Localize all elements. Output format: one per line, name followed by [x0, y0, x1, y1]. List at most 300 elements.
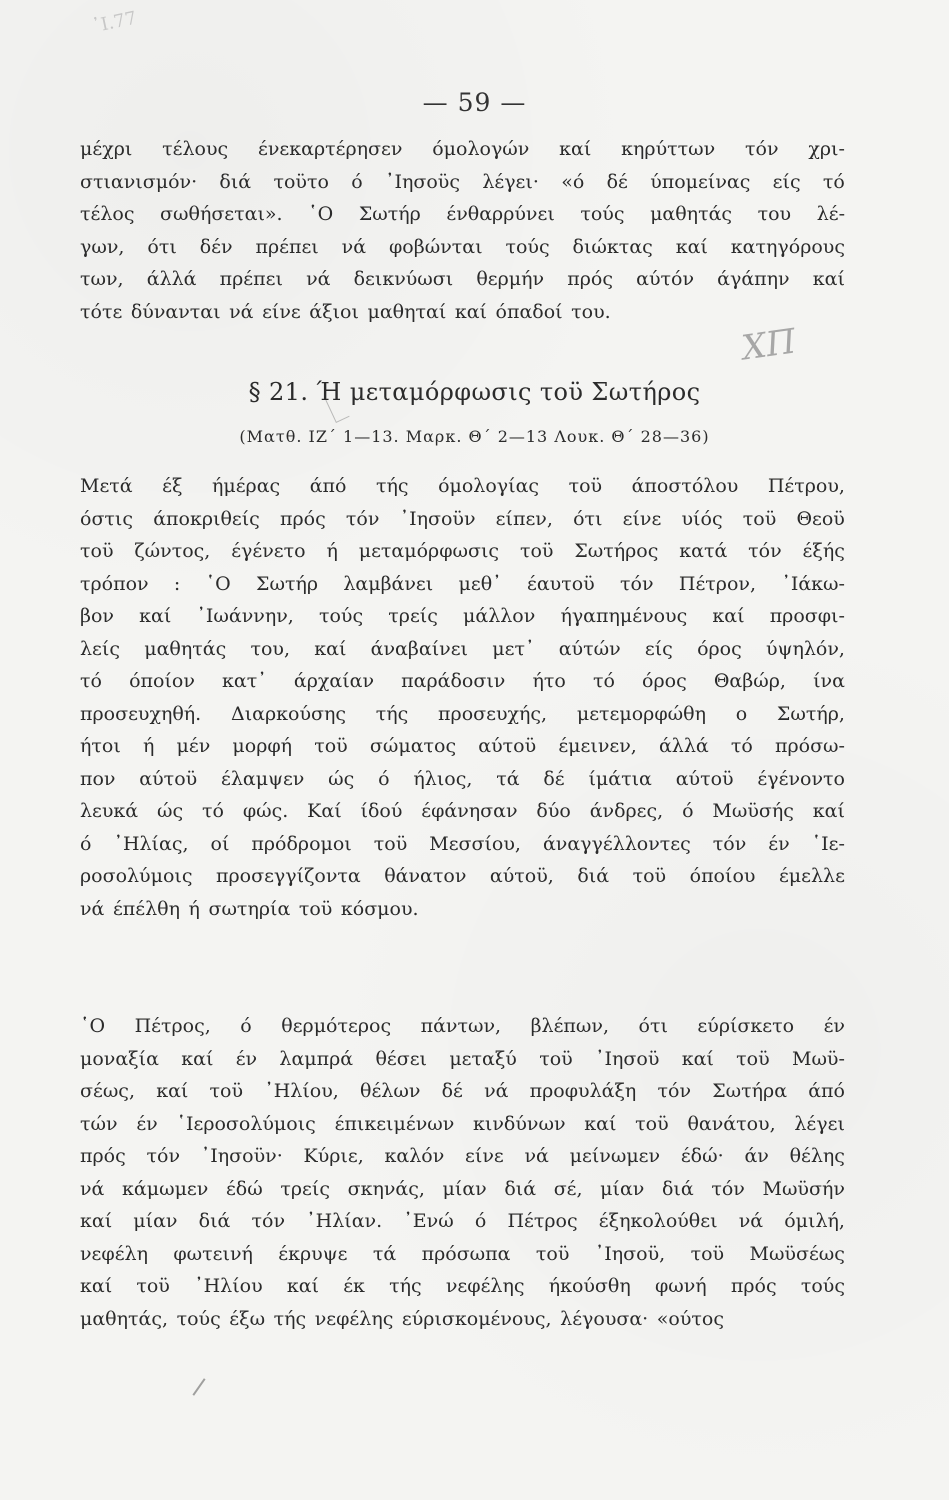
text-word: μορφή	[232, 735, 293, 757]
text-word: υίός	[681, 507, 723, 530]
text-word: μείνωμεν	[569, 1145, 661, 1167]
text-word: κόσμου.	[340, 897, 419, 920]
text-word: Πέτρου,	[767, 475, 845, 497]
text-word: ήμέρας	[211, 475, 281, 497]
transfiguration-line-5	[80, 600, 845, 633]
text-word: τής	[376, 475, 409, 497]
text-word: Μωϋσής	[712, 800, 794, 822]
text-word: ώς	[328, 767, 355, 790]
text-word: μαθητάς,	[80, 1307, 169, 1330]
text-word: :	[173, 572, 181, 595]
text-word: άποστόλου	[631, 475, 739, 497]
text-word: λευκά	[80, 800, 139, 822]
text-word: τούς	[505, 235, 550, 258]
text-word: Πέτρος	[507, 1210, 578, 1232]
text-word: λείς	[80, 637, 120, 660]
text-word: κινδύνων	[473, 1112, 566, 1135]
text-word: τοϋ	[736, 1047, 770, 1070]
text-word: μίαν	[600, 1177, 645, 1200]
transfiguration-line-2	[80, 503, 845, 536]
opening-line-6	[80, 296, 845, 329]
transfiguration-line-1	[80, 470, 845, 503]
text-word: έπικειμένων	[334, 1112, 455, 1135]
text-word: μαθητάς	[650, 203, 733, 225]
opening-line-4	[80, 231, 845, 264]
text-word: έκ	[343, 1275, 365, 1297]
text-word: ήγαπημένους	[560, 605, 688, 627]
transfiguration-line-4	[80, 568, 845, 601]
peter-line-10	[80, 1303, 845, 1336]
text-word: καί	[675, 235, 708, 258]
text-word: τό	[730, 735, 753, 757]
text-word: σωτηρία	[208, 897, 291, 920]
text-word: πρός	[279, 507, 326, 530]
text-word: μετ᾽	[492, 637, 535, 660]
text-word: ό	[80, 832, 92, 855]
peter-line-9	[80, 1270, 845, 1303]
text-word: έμελλε	[778, 865, 845, 887]
text-word: μαθηταί	[367, 300, 447, 323]
text-word: όπαδοί	[495, 300, 563, 323]
text-word: Θαβώρ,	[713, 670, 786, 692]
opening-line-3	[80, 198, 845, 231]
text-word: αύτοϋ	[675, 767, 734, 790]
text-word: τρείς	[280, 1177, 330, 1200]
text-word: τοϋ	[298, 897, 333, 920]
text-word: άνδρες,	[589, 800, 664, 822]
text-word: καί	[314, 637, 347, 660]
text-word: οί	[210, 832, 230, 855]
text-word: έφάνησαν	[421, 800, 518, 822]
text-word: μετεμορφώθη	[576, 702, 706, 725]
text-word: άγάπην	[717, 268, 790, 290]
scripture-reference: (Ματθ. ΙΖ΄ 1—13. Μαρκ. Θ΄ 2—13 Λουκ. Θ΄ 28—36)	[239, 427, 710, 446]
text-word: έγένετο	[231, 540, 306, 562]
text-word: ύπομείνας	[650, 170, 751, 193]
text-word: λαμβάνει	[343, 572, 434, 595]
text-word: τοϋ	[742, 507, 777, 530]
text-word: πρέπει	[255, 235, 319, 258]
text-word: ῾Ο	[308, 203, 334, 225]
text-word: ᾽Ηλίου	[194, 1275, 263, 1297]
text-word: είνε	[465, 1145, 504, 1167]
text-word: τόν	[620, 572, 654, 595]
text-word: τόν	[712, 832, 747, 855]
text-word: άπό	[309, 475, 347, 497]
text-word: ίδού	[360, 800, 403, 822]
text-word: είνε	[262, 300, 301, 323]
text-word: νά	[524, 1145, 549, 1167]
text-word: τόν	[146, 1145, 181, 1167]
text-word: ᾽Ιωάννην,	[196, 605, 294, 627]
text-word: όρος	[642, 670, 687, 692]
text-word: θάνατον	[384, 865, 467, 887]
peter-line-3	[80, 1075, 845, 1108]
text-word: έν	[768, 832, 790, 855]
text-word: τό	[822, 170, 845, 193]
text-word: καί	[286, 1275, 319, 1297]
text-word: μάλλον	[463, 605, 536, 627]
peter-line-1	[80, 1010, 845, 1043]
text-word: έλαμψεν	[221, 767, 305, 790]
text-word: ότι	[638, 1015, 668, 1037]
text-word: έξ	[162, 475, 183, 497]
text-word: διά	[219, 170, 252, 193]
text-word: κηρύττων	[621, 138, 716, 160]
text-word: νά	[80, 897, 105, 920]
text-word: τρόπον	[80, 572, 149, 595]
text-word: ή	[142, 735, 155, 757]
text-word: ῾Ιεροσολύμοις	[176, 1112, 316, 1135]
text-word: έξω	[229, 1307, 266, 1330]
peter-line-2	[80, 1043, 845, 1076]
text-word: τούς	[176, 1307, 221, 1330]
text-word: σώματος	[369, 735, 457, 757]
text-word: ροσολύμοις	[80, 865, 193, 887]
text-word: δεικνύωσι	[353, 268, 454, 290]
text-word: τά	[372, 1242, 397, 1265]
text-word: λέ-	[816, 203, 845, 225]
text-word: τοϋτο	[273, 170, 329, 193]
text-word: καί	[812, 800, 845, 822]
text-word: ήλιος,	[413, 767, 473, 790]
transfiguration-line-10	[80, 763, 845, 796]
text-word: δέ	[543, 767, 565, 790]
text-word: τοϋ	[136, 1275, 170, 1297]
text-word: Πέτρον,	[678, 572, 756, 595]
text-word: αύτόν	[636, 268, 695, 290]
opening-line-2	[80, 166, 845, 199]
text-word: πρόδρομοι	[251, 832, 352, 855]
page-number: — 59 —	[422, 88, 527, 117]
text-word: πρέπει	[219, 268, 283, 290]
text-word: ό	[682, 800, 694, 822]
transfiguration-line-6	[80, 633, 845, 666]
text-word: μεταξύ	[449, 1047, 517, 1070]
text-word: δέ	[441, 1080, 463, 1102]
text-word: νεφέλη	[80, 1242, 148, 1265]
text-word: προσευχής,	[438, 702, 548, 725]
text-word: αύτών	[558, 637, 621, 660]
text-word: ᾽Ηλίαν.	[306, 1210, 383, 1232]
text-word: καί	[80, 1210, 113, 1232]
text-word: δέ	[606, 170, 628, 193]
peter-line-4	[80, 1108, 845, 1141]
text-word: τοϋ	[539, 1047, 573, 1070]
text-word: Σωτήρος	[574, 540, 659, 562]
text-word: νά	[341, 235, 367, 258]
text-word: άλλά	[658, 735, 709, 757]
transfiguration-line-3	[80, 535, 845, 568]
text-word: ῾Ιε-	[811, 832, 845, 855]
text-word: έμεινεν,	[558, 735, 637, 757]
text-word: Μωϋσέως	[749, 1242, 845, 1265]
text-word: φωτεινή	[173, 1242, 253, 1265]
text-word: πρός	[730, 1275, 777, 1297]
text-word: είνε	[622, 507, 662, 530]
text-word: ᾽Ιησοϋ	[595, 1047, 660, 1070]
text-word: είς	[772, 170, 801, 193]
text-word: μίαν	[442, 1177, 487, 1200]
text-word: αύτοϋ	[478, 735, 537, 757]
text-word: ώς	[157, 800, 184, 822]
text-word: φώς.	[242, 800, 289, 822]
text-word: καί	[454, 300, 487, 323]
text-word: κατηγόρους	[730, 235, 845, 258]
text-word: έπέλθη	[112, 897, 180, 920]
text-word: όμολογών	[432, 138, 530, 160]
text-word: όρος	[697, 637, 742, 660]
text-word: εύρίσκετο	[697, 1015, 795, 1037]
text-word: λέγει	[794, 1112, 845, 1135]
text-word: αύτοϋ,	[489, 865, 554, 887]
text-word: σκηνάς,	[347, 1177, 425, 1200]
text-word: «ό	[561, 170, 585, 193]
peter-line-8	[80, 1238, 845, 1271]
text-word: όμολογίας	[438, 475, 540, 497]
text-word: έξηκολούθει	[598, 1210, 718, 1232]
text-word: ό	[378, 767, 390, 790]
text-word: καί	[80, 1275, 113, 1297]
text-word: διά	[661, 1177, 694, 1200]
text-word: Κύριε,	[303, 1145, 364, 1167]
text-word: ένθαρρύνει	[446, 203, 555, 225]
text-word: τών	[80, 1112, 118, 1135]
text-word: Πέτρος,	[134, 1015, 211, 1037]
text-word: άναγγέλλοντες	[542, 832, 691, 855]
text-word: θέσει	[375, 1047, 427, 1070]
text-word: δέν	[199, 235, 233, 258]
text-word: καί	[681, 1047, 714, 1070]
transfiguration-line-9	[80, 730, 845, 763]
text-word: καί	[139, 605, 172, 627]
text-word: ήτο	[532, 670, 566, 692]
text-word: άρχαίαν	[293, 670, 375, 692]
section-heading: § 21. Ή μεταμόρφωσις τοϋ Σωτήρος	[248, 378, 701, 406]
text-word: βον	[80, 605, 114, 627]
opening-line-5	[80, 263, 845, 296]
text-word: κατ᾽	[222, 670, 267, 692]
text-word: τό	[80, 670, 102, 692]
peter-line-5	[80, 1140, 845, 1173]
transfiguration-paragraph	[80, 470, 845, 925]
text-word: τόν	[711, 1177, 745, 1200]
text-word: έν	[136, 1112, 158, 1135]
text-word: τοϋ	[635, 1112, 669, 1135]
text-word: ίμάτια	[588, 767, 652, 790]
text-word: ᾽Ιησοϋ,	[594, 1242, 666, 1265]
text-word: καί	[559, 138, 592, 160]
text-word: φωνή	[654, 1275, 707, 1297]
text-word: τόν	[748, 540, 782, 562]
peter-line-6	[80, 1173, 845, 1206]
text-word: «ούτος	[656, 1307, 724, 1330]
text-word: πρός	[567, 268, 613, 290]
text-word: διά	[577, 865, 610, 887]
text-word: Διαρκούσης	[230, 702, 346, 725]
text-word: Θεοϋ	[796, 507, 845, 530]
text-word: ᾽Ηλίου,	[264, 1080, 339, 1102]
text-word: νά	[738, 1210, 764, 1232]
text-word: θέλης	[789, 1145, 845, 1167]
text-word: μέχρι	[80, 138, 133, 160]
text-word: τής	[375, 702, 409, 725]
text-word: κατά	[679, 540, 728, 562]
text-word: ίνα	[813, 670, 845, 692]
text-word: του	[757, 203, 792, 225]
text-word: νά	[484, 1080, 509, 1102]
text-word: Σωτήρ	[358, 203, 421, 225]
text-word: θερμήν	[476, 268, 545, 290]
text-word: ᾽Ενώ	[403, 1210, 454, 1232]
text-word: τότε	[80, 300, 123, 323]
text-word: άξιοι	[309, 300, 359, 323]
text-word: πρός	[80, 1145, 126, 1167]
transfiguration-line-14	[80, 893, 845, 926]
text-word: όμιλή,	[784, 1210, 845, 1232]
text-word: λέγουσα·	[560, 1307, 649, 1330]
text-word: είπεν,	[495, 507, 553, 530]
text-word: όποίου	[689, 865, 756, 887]
handwritten-pencil-mark: XΠ	[739, 321, 799, 369]
text-word: προφυλάξη	[529, 1080, 637, 1102]
text-word: μίαν	[133, 1210, 178, 1232]
transfiguration-line-7	[80, 665, 845, 698]
text-word: μαθητάς	[144, 637, 227, 660]
text-word: νά	[229, 300, 254, 323]
text-word: έν	[235, 1047, 258, 1070]
text-word: ᾽Ιάκω-	[781, 572, 845, 595]
text-word: Καί	[307, 800, 342, 822]
text-word: ᾽Ιησοϋν	[399, 507, 476, 530]
text-word: Σωτήρ,	[776, 702, 845, 725]
text-word: Μετά	[80, 475, 133, 497]
text-word: τοϋ	[314, 735, 348, 757]
text-word: ό	[351, 170, 363, 193]
text-word: έξής	[802, 540, 845, 562]
text-word: μεταμόρφωσις	[358, 540, 500, 562]
text-word: του.	[571, 300, 611, 323]
text-word: τό	[592, 670, 615, 692]
text-word: σέως,	[80, 1080, 135, 1102]
text-word: αύτοϋ	[139, 767, 198, 790]
text-word: καί	[181, 1047, 214, 1070]
text-word: διά	[198, 1210, 231, 1232]
text-word: θερμότερος	[281, 1015, 392, 1037]
text-word: του,	[250, 637, 291, 660]
text-word: φοβώνται	[388, 235, 483, 258]
text-word: προσεγγίζοντα	[216, 865, 361, 887]
text-word: νά	[306, 268, 331, 290]
text-word: τοϋ	[535, 1242, 570, 1265]
text-word: διά	[504, 1177, 537, 1200]
text-word: νεφέλης	[445, 1275, 525, 1297]
text-word: πάντων,	[420, 1015, 502, 1037]
text-word: ένεκαρτέρησεν	[258, 138, 403, 160]
text-word: ότι	[573, 507, 603, 530]
text-word: τούς	[580, 203, 625, 225]
text-word: Σωτήρ	[256, 572, 319, 595]
text-word: των,	[80, 268, 124, 290]
text-word: τής	[273, 1307, 307, 1330]
text-word: στιανισμόν·	[80, 170, 198, 193]
text-word: καί	[156, 1080, 189, 1102]
transfiguration-line-12	[80, 828, 845, 861]
text-word: Μωϋ-	[791, 1047, 845, 1070]
text-word: ότι	[147, 235, 177, 258]
text-word: άλλά	[146, 268, 197, 290]
text-word: ή	[326, 540, 338, 562]
text-word: νεφέλης	[314, 1307, 394, 1330]
transfiguration-line-13	[80, 860, 845, 893]
text-word: εύρισκομένους,	[401, 1307, 552, 1330]
text-word: πρόσωπα	[421, 1242, 511, 1265]
text-word: τούς	[318, 605, 364, 627]
text-word: όστις	[80, 507, 134, 530]
text-word: δύνανται	[130, 300, 221, 323]
text-word: μέν	[176, 735, 211, 757]
text-word: ᾽Ιησοϋς	[385, 170, 460, 193]
text-word: καί	[812, 268, 845, 290]
text-word: σέ,	[553, 1177, 583, 1200]
text-word: τόν	[745, 138, 779, 160]
text-word: άν	[744, 1145, 769, 1167]
text-word: ήτοι	[80, 735, 121, 757]
text-word: πρόσω-	[774, 735, 845, 757]
text-word: έν	[823, 1015, 845, 1037]
text-word: τοϋ	[690, 1242, 725, 1265]
text-word: προσευχηθή.	[80, 702, 202, 725]
transfiguration-line-11	[80, 795, 845, 828]
text-word: ᾽Ιησοϋν·	[200, 1145, 283, 1167]
text-word: θέλων	[360, 1080, 421, 1102]
text-word: ο	[735, 702, 748, 725]
text-word: λέγει·	[482, 170, 539, 193]
text-word: τόν	[251, 1210, 286, 1232]
text-word: τόν	[345, 507, 380, 530]
peter-paragraph	[80, 1010, 845, 1335]
text-word: ύψηλόν,	[766, 637, 845, 660]
text-word: ζώντος,	[134, 540, 211, 562]
text-word: τοϋ	[568, 475, 603, 497]
text-word: κάμωμεν	[122, 1177, 209, 1200]
opening-line-1	[80, 133, 845, 166]
text-word: τοϋ	[632, 865, 667, 887]
text-word: τοϋ	[373, 832, 408, 855]
text-word: διώκτας	[572, 235, 653, 258]
text-word: μεθ᾽	[458, 572, 502, 595]
text-word: έδώ·	[680, 1145, 724, 1167]
text-word: τέλος	[80, 203, 135, 225]
text-word: Σωτήρα	[712, 1080, 788, 1102]
transfiguration-line-8	[80, 698, 845, 731]
text-word: όποίον	[129, 670, 195, 692]
text-word: έγένοντο	[757, 767, 845, 790]
opening-paragraph	[80, 133, 845, 328]
text-word: τής	[389, 1275, 422, 1297]
text-word: τρείς	[388, 605, 438, 627]
text-word: ήκούσθη	[548, 1275, 631, 1297]
text-word: παράδοσιν	[401, 670, 506, 692]
text-word: έδώ	[225, 1177, 263, 1200]
text-word: καί	[712, 605, 745, 627]
text-word: βλέπων,	[530, 1015, 610, 1037]
text-word: ή	[188, 897, 200, 920]
text-word: χρι-	[808, 138, 845, 160]
text-word: προσφι-	[769, 605, 845, 627]
text-word: έκρυψε	[278, 1242, 348, 1265]
text-word: νά	[80, 1177, 105, 1200]
